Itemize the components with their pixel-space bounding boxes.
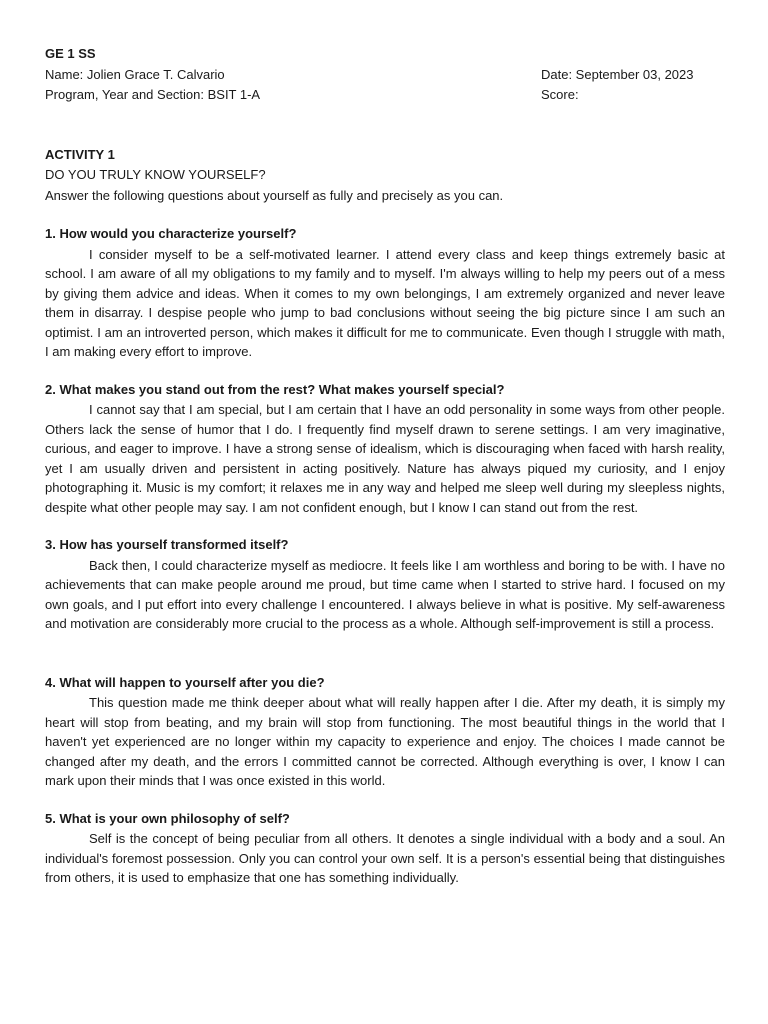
- score-label: Score:: [541, 87, 579, 102]
- activity-title: ACTIVITY 1: [45, 146, 115, 162]
- program-section: Program, Year and Section: BSIT 1-A: [45, 87, 261, 102]
- name-date-row: [45, 65, 725, 86]
- question-block-1: [45, 224, 725, 362]
- activity-subtitle: DO YOU TRULY KNOW YOURSELF?: [45, 167, 266, 182]
- submission-date: Date: September 03, 2023: [541, 66, 694, 82]
- question-title: 1. How would you characterize yourself?: [45, 226, 297, 241]
- question-answer: This question made me think deeper about what will really happen after I die. After my death, it is simply my heart will stop from beating, and my brain will stop from functioning. The most beautiful things in the world that I haven't yet experienced are no longer within my capacity to experience and enjoy. The choices I made cannot be changed after my death, and the errors I committed cannot be corrected. Although everything is over, I know I can mark upon their minds that I was once existed in this world.: [45, 695, 725, 788]
- spacer: [45, 791, 725, 809]
- question-block-2: [45, 380, 725, 518]
- question-block-5: [45, 809, 725, 888]
- spacer: [45, 517, 725, 535]
- spacer: [45, 106, 725, 145]
- question-title: 3. How has yourself transformed itself?: [45, 537, 289, 552]
- question-answer: Self is the concept of being peculiar from all others. It denotes a single individual with a body and a soul. An individual's foremost possession. Only you can control your own self. It is a person's essential being that distinguishes from others, it is used to emphasize that one has something individually.: [45, 831, 725, 885]
- student-name: Name: Jolien Grace T. Calvario: [45, 66, 225, 82]
- question-block-3: [45, 535, 725, 634]
- course-code: GE 1 SS: [45, 46, 96, 61]
- question-answer: Back then, I could characterize myself as mediocre. It feels like I am worthless and boring to be with. I have no achievements that can make people around me proud, but time came when I started to strive hard. I focused on my own goals, and I put effort into every challenge I encountered. I always believe in what is positive. My self-awareness and motivation are considerably more crucial to the process as a whole. Although self-improvement is still a process.: [45, 557, 725, 631]
- spacer: [45, 362, 725, 380]
- spacer: [45, 206, 725, 224]
- question-title: 5. What is your own philosophy of self?: [45, 810, 290, 826]
- question-answer: I cannot say that I am special, but I am certain that I have an odd personality in some ways from other people. Others lack the sense of humor that I do. I frequently find myself drawn to serene settings. I am very imaginative, curious, and eager to improve. I have a strong sense of idealism, which is discouraging when faced with harsh reality, yet I am usually driven and persistent in acting positively. Nature has always piqued my curiosity, and I enjoy photographing it. Music is my comfort; it relaxes me in any way and helped me sleep well during my sleepless nights, despite what other people may say. I am not confident enough, but I know I can stand out from the rest.: [45, 402, 725, 515]
- question-block-4: [45, 673, 725, 791]
- question-title: 4. What will happen to yourself after you die?: [45, 674, 325, 690]
- program-score-row: [45, 85, 725, 106]
- spacer: [45, 634, 725, 673]
- document-body: [45, 44, 725, 888]
- question-answer: I consider myself to be a self-motivated learner. I attend every class and keep things extremely basic at school. I am aware of all my obligations to my family and to myself. I'm always willing to help my peers out of a mess by giving them advice and ideas. When it comes to my own belongings, I am extremely organized and never leave them in disarray. I despise people who jump to bad conclusions without seeing the big picture since I am such an optimist. I am an introverted person, which makes it difficult for me to communicate. Even though I struggle with math, I am making every effort to improve.: [45, 246, 725, 359]
- question-title: 2. What makes you stand out from the rest? What makes yourself special?: [45, 381, 505, 397]
- activity-instructions: Answer the following questions about yourself as fully and precisely as you can.: [45, 187, 504, 203]
